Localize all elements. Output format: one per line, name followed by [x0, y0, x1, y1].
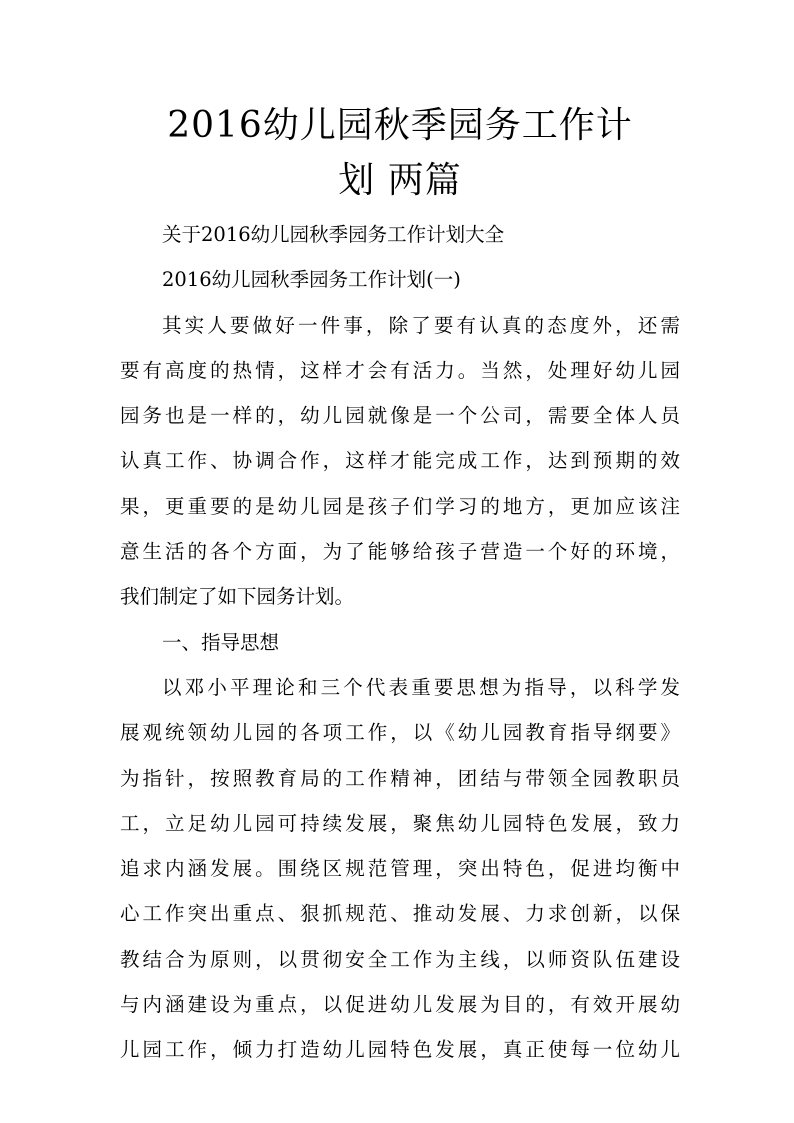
- section-heading: 一、指导思想: [162, 630, 280, 654]
- document-title: [120, 98, 680, 208]
- paragraph-line: 与内涵建设为重点，以促进幼儿发展为目的，有效开展幼: [120, 993, 680, 1017]
- paragraph-intro: [120, 303, 680, 620]
- paragraph-guiding-ideology: [120, 665, 680, 1073]
- paragraph-line: 其实人要做好一件事，除了要有认真的态度外，还需: [162, 313, 680, 337]
- paragraph-line: 心工作突出重点、狠抓规范、推动发展、力求创新，以保: [120, 902, 680, 926]
- paragraph-line: 工，立足幼儿园可持续发展，聚焦幼儿园特色发展，致力: [120, 811, 680, 835]
- paragraph-line: 园务也是一样的，幼儿园就像是一个公司，需要全体人员: [120, 404, 680, 428]
- paragraph-line: 为指针，按照教育局的工作精神，团结与带领全园教职员: [120, 766, 680, 790]
- title-line-2: 划 两篇: [338, 160, 462, 201]
- paragraph-line: 要有高度的热情，这样才会有活力。当然，处理好幼儿园: [120, 358, 680, 382]
- document-body: [120, 212, 680, 1073]
- paragraph-line: 儿园工作，倾力打造幼儿园特色发展，真正使每一位幼儿: [120, 1038, 680, 1062]
- paragraph-line: 以邓小平理论和三个代表重要思想为指导，以科学发: [162, 675, 680, 699]
- subtitle-line: 关于2016幼儿园秋季园务工作计划大全: [162, 223, 505, 246]
- paragraph-line: 果，更重要的是幼儿园是孩子们学习的地方，更加应该注: [120, 494, 680, 518]
- paragraph-line: 展观统领幼儿园的各项工作，以《幼儿园教育指导纲要》: [120, 721, 680, 745]
- paragraph-line: 认真工作、协调合作，这样才能完成工作，达到预期的效: [120, 449, 680, 473]
- title-line-1: 2016幼儿园秋季园务工作计: [167, 105, 633, 146]
- paragraph-line: 教结合为原则，以贯彻安全工作为主线，以师资队伍建设: [120, 947, 680, 971]
- paragraph-line: 我们制定了如下园务计划。: [120, 585, 355, 609]
- paragraph-line: 追求内涵发展。围绕区规范管理，突出特色，促进均衡中: [120, 857, 680, 881]
- paragraph-line: 意生活的各个方面，为了能够给孩子营造一个好的环境，: [120, 540, 680, 564]
- section-title-line: 2016幼儿园秋季园务工作计划(一): [162, 268, 461, 292]
